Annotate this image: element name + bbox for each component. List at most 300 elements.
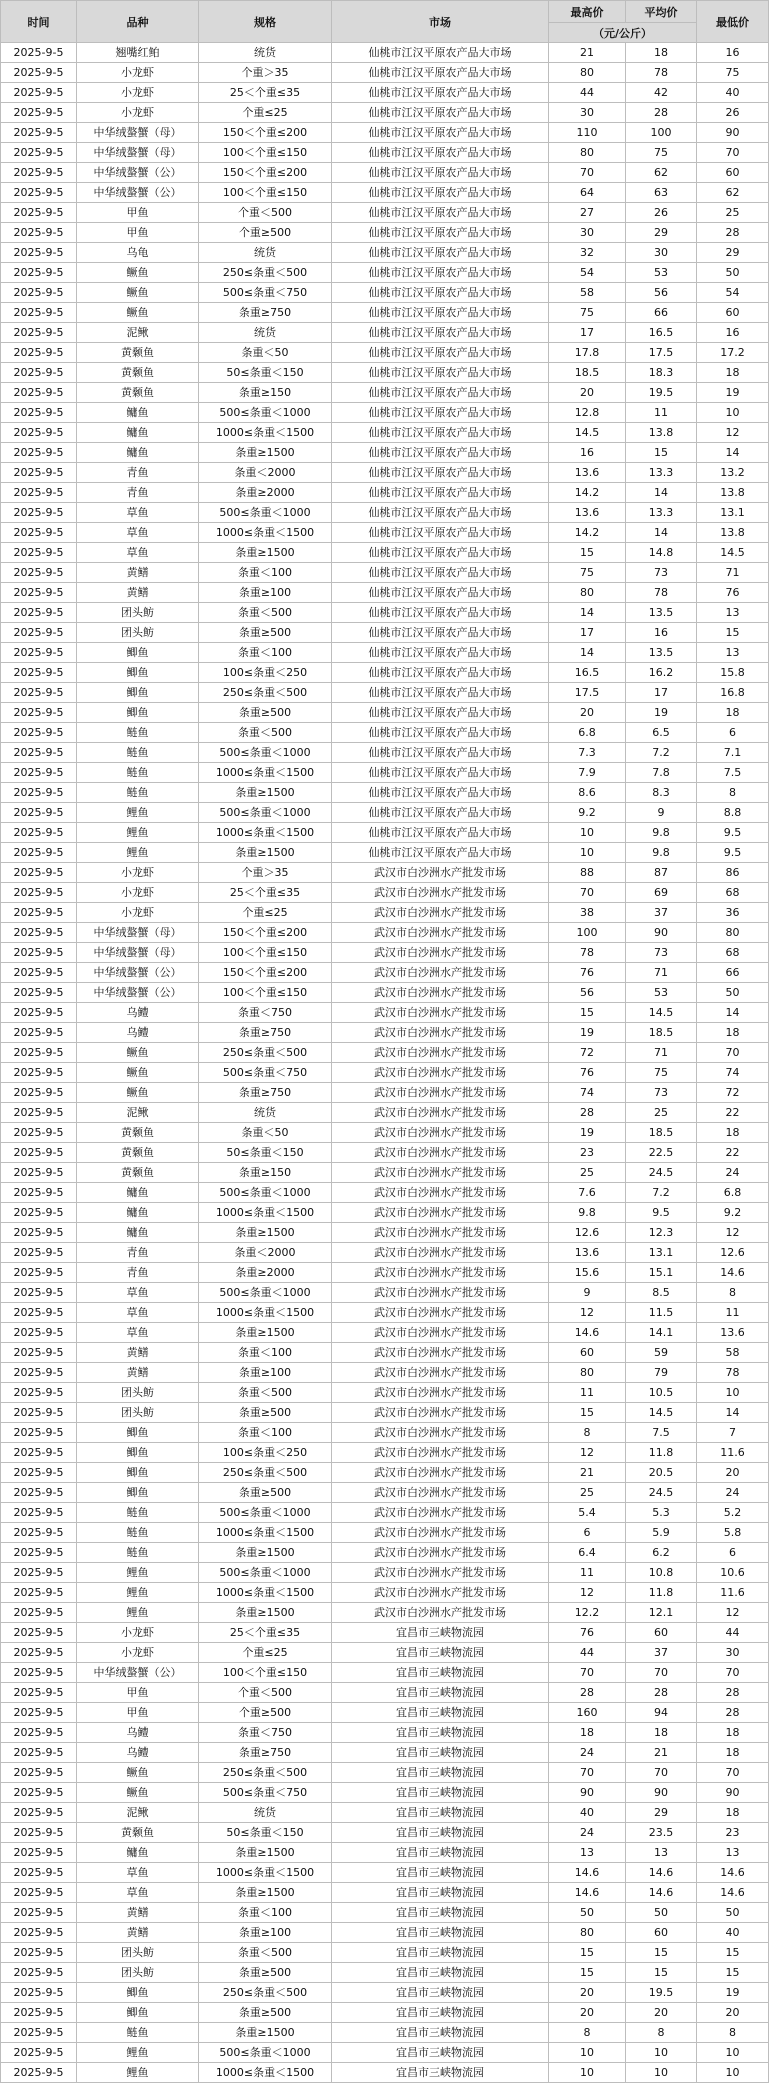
cell-max-price: 14.2 xyxy=(549,483,626,503)
table-row xyxy=(1,2023,769,2043)
cell-avg-price: 8.5 xyxy=(626,1283,697,1303)
cell-min-price: 24 xyxy=(697,1483,769,1503)
cell-max-price: 24 xyxy=(549,1743,626,1763)
cell-min-price: 13 xyxy=(697,643,769,663)
table-row xyxy=(1,1243,769,1263)
table-row xyxy=(1,163,769,183)
cell-min-price: 11 xyxy=(697,1303,769,1323)
cell-avg-price: 9.5 xyxy=(626,1203,697,1223)
cell-time: 2025-9-5 xyxy=(1,1143,77,1163)
cell-variety: 团头鲂 xyxy=(77,1403,199,1423)
table-row xyxy=(1,1903,769,1923)
cell-max-price: 7.9 xyxy=(549,763,626,783)
cell-max-price: 10 xyxy=(549,2043,626,2063)
cell-variety: 鳜鱼 xyxy=(77,1083,199,1103)
cell-variety: 黄颡鱼 xyxy=(77,1823,199,1843)
cell-time: 2025-9-5 xyxy=(1,163,77,183)
cell-spec: 500≤条重＜1000 xyxy=(199,1183,332,1203)
cell-spec: 条重＜100 xyxy=(199,1903,332,1923)
cell-min-price: 5.2 xyxy=(697,1503,769,1523)
cell-time: 2025-9-5 xyxy=(1,763,77,783)
cell-time: 2025-9-5 xyxy=(1,803,77,823)
cell-avg-price: 12.1 xyxy=(626,1603,697,1623)
cell-max-price: 11 xyxy=(549,1383,626,1403)
cell-min-price: 40 xyxy=(697,83,769,103)
cell-market: 武汉市白沙洲水产批发市场 xyxy=(332,1283,549,1303)
cell-avg-price: 13 xyxy=(626,1843,697,1863)
cell-spec: 条重≥1500 xyxy=(199,1223,332,1243)
cell-min-price: 13.2 xyxy=(697,463,769,483)
cell-max-price: 15.6 xyxy=(549,1263,626,1283)
cell-market: 武汉市白沙洲水产批发市场 xyxy=(332,1243,549,1263)
cell-variety: 鲫鱼 xyxy=(77,643,199,663)
cell-avg-price: 59 xyxy=(626,1343,697,1363)
cell-market: 武汉市白沙洲水产批发市场 xyxy=(332,1423,549,1443)
cell-variety: 鲢鱼 xyxy=(77,1503,199,1523)
cell-variety: 黄颡鱼 xyxy=(77,1143,199,1163)
cell-spec: 个重＜500 xyxy=(199,1683,332,1703)
cell-max-price: 80 xyxy=(549,63,626,83)
table-row xyxy=(1,2043,769,2063)
table-row xyxy=(1,1563,769,1583)
cell-spec: 条重≥150 xyxy=(199,1163,332,1183)
cell-market: 宜昌市三峡物流园 xyxy=(332,1843,549,1863)
cell-avg-price: 18 xyxy=(626,43,697,63)
cell-spec: 条重≥1500 xyxy=(199,1843,332,1863)
cell-avg-price: 70 xyxy=(626,1763,697,1783)
cell-time: 2025-9-5 xyxy=(1,1943,77,1963)
cell-avg-price: 70 xyxy=(626,1663,697,1683)
cell-spec: 统货 xyxy=(199,1803,332,1823)
cell-market: 武汉市白沙洲水产批发市场 xyxy=(332,1063,549,1083)
cell-avg-price: 24.5 xyxy=(626,1163,697,1183)
cell-max-price: 15 xyxy=(549,543,626,563)
cell-spec: 条重≥500 xyxy=(199,623,332,643)
cell-max-price: 30 xyxy=(549,103,626,123)
cell-spec: 条重＜100 xyxy=(199,1343,332,1363)
cell-min-price: 13 xyxy=(697,1843,769,1863)
cell-time: 2025-9-5 xyxy=(1,1323,77,1343)
cell-min-price: 18 xyxy=(697,1123,769,1143)
cell-avg-price: 14.6 xyxy=(626,1883,697,1903)
cell-time: 2025-9-5 xyxy=(1,1183,77,1203)
cell-time: 2025-9-5 xyxy=(1,403,77,423)
cell-variety: 中华绒螯蟹（母） xyxy=(77,123,199,143)
cell-max-price: 70 xyxy=(549,1663,626,1683)
table-row xyxy=(1,503,769,523)
cell-time: 2025-9-5 xyxy=(1,423,77,443)
cell-market: 仙桃市江汉平原农产品大市场 xyxy=(332,143,549,163)
table-row xyxy=(1,823,769,843)
cell-avg-price: 9.8 xyxy=(626,823,697,843)
cell-max-price: 20 xyxy=(549,383,626,403)
table-row xyxy=(1,443,769,463)
table-row xyxy=(1,1343,769,1363)
table-row xyxy=(1,783,769,803)
cell-time: 2025-9-5 xyxy=(1,1383,77,1403)
cell-market: 武汉市白沙洲水产批发市场 xyxy=(332,1523,549,1543)
table-row xyxy=(1,343,769,363)
cell-spec: 统货 xyxy=(199,323,332,343)
cell-min-price: 66 xyxy=(697,963,769,983)
cell-market: 仙桃市江汉平原农产品大市场 xyxy=(332,463,549,483)
cell-max-price: 20 xyxy=(549,1983,626,2003)
table-row xyxy=(1,1823,769,1843)
cell-market: 武汉市白沙洲水产批发市场 xyxy=(332,1183,549,1203)
cell-variety: 翘嘴红鲌 xyxy=(77,43,199,63)
cell-market: 武汉市白沙洲水产批发市场 xyxy=(332,1463,549,1483)
cell-avg-price: 56 xyxy=(626,283,697,303)
cell-spec: 500≤条重＜750 xyxy=(199,1783,332,1803)
cell-time: 2025-9-5 xyxy=(1,1123,77,1143)
table-row xyxy=(1,423,769,443)
cell-market: 武汉市白沙洲水产批发市场 xyxy=(332,1303,549,1323)
cell-time: 2025-9-5 xyxy=(1,2063,77,2083)
cell-min-price: 16 xyxy=(697,323,769,343)
cell-time: 2025-9-5 xyxy=(1,1303,77,1323)
cell-spec: 500≤条重＜1000 xyxy=(199,2043,332,2063)
cell-spec: 50≤条重＜150 xyxy=(199,363,332,383)
cell-avg-price: 18.5 xyxy=(626,1123,697,1143)
cell-min-price: 16.8 xyxy=(697,683,769,703)
cell-market: 仙桃市江汉平原农产品大市场 xyxy=(332,683,549,703)
cell-avg-price: 79 xyxy=(626,1363,697,1383)
cell-spec: 条重＜50 xyxy=(199,343,332,363)
table-row xyxy=(1,1803,769,1823)
cell-max-price: 13.6 xyxy=(549,1243,626,1263)
cell-variety: 青鱼 xyxy=(77,1263,199,1283)
table-row xyxy=(1,1763,769,1783)
cell-market: 武汉市白沙洲水产批发市场 xyxy=(332,943,549,963)
cell-variety: 黄颡鱼 xyxy=(77,1123,199,1143)
cell-market: 武汉市白沙洲水产批发市场 xyxy=(332,983,549,1003)
cell-max-price: 76 xyxy=(549,1063,626,1083)
cell-avg-price: 20 xyxy=(626,2003,697,2023)
cell-avg-price: 23.5 xyxy=(626,1823,697,1843)
header-time: 时间 xyxy=(1,1,77,43)
cell-variety: 甲鱼 xyxy=(77,1683,199,1703)
header-min-price: 最低价 xyxy=(697,1,769,43)
cell-variety: 中华绒螯蟹（公） xyxy=(77,963,199,983)
cell-variety: 鲤鱼 xyxy=(77,843,199,863)
cell-min-price: 12.6 xyxy=(697,1243,769,1263)
header-unit: （元/公斤） xyxy=(549,23,697,43)
cell-min-price: 14.6 xyxy=(697,1263,769,1283)
cell-max-price: 14 xyxy=(549,643,626,663)
cell-market: 仙桃市江汉平原农产品大市场 xyxy=(332,203,549,223)
cell-avg-price: 90 xyxy=(626,923,697,943)
cell-min-price: 29 xyxy=(697,243,769,263)
cell-market: 仙桃市江汉平原农产品大市场 xyxy=(332,543,549,563)
cell-variety: 黄颡鱼 xyxy=(77,363,199,383)
cell-max-price: 10 xyxy=(549,843,626,863)
cell-max-price: 13.6 xyxy=(549,463,626,483)
cell-min-price: 15 xyxy=(697,623,769,643)
cell-avg-price: 18 xyxy=(626,1723,697,1743)
cell-max-price: 60 xyxy=(549,1343,626,1363)
table-row xyxy=(1,943,769,963)
cell-min-price: 74 xyxy=(697,1063,769,1083)
cell-avg-price: 94 xyxy=(626,1703,697,1723)
cell-variety: 黄鳝 xyxy=(77,1363,199,1383)
table-row xyxy=(1,1283,769,1303)
cell-avg-price: 10 xyxy=(626,2043,697,2063)
cell-time: 2025-9-5 xyxy=(1,1883,77,1903)
cell-variety: 中华绒螯蟹（母） xyxy=(77,923,199,943)
cell-variety: 团头鲂 xyxy=(77,1943,199,1963)
cell-variety: 草鱼 xyxy=(77,1863,199,1883)
cell-min-price: 9.5 xyxy=(697,823,769,843)
cell-market: 仙桃市江汉平原农产品大市场 xyxy=(332,523,549,543)
cell-spec: 条重≥1500 xyxy=(199,1323,332,1343)
cell-max-price: 70 xyxy=(549,163,626,183)
cell-spec: 条重≥1500 xyxy=(199,1883,332,1903)
cell-market: 宜昌市三峡物流园 xyxy=(332,1763,549,1783)
cell-min-price: 24 xyxy=(697,1163,769,1183)
cell-max-price: 16 xyxy=(549,443,626,463)
cell-time: 2025-9-5 xyxy=(1,183,77,203)
cell-avg-price: 7.5 xyxy=(626,1423,697,1443)
cell-market: 仙桃市江汉平原农产品大市场 xyxy=(332,83,549,103)
cell-max-price: 8 xyxy=(549,2023,626,2043)
table-row xyxy=(1,1003,769,1023)
cell-spec: 500≤条重＜1000 xyxy=(199,1503,332,1523)
cell-spec: 条重＜2000 xyxy=(199,463,332,483)
cell-time: 2025-9-5 xyxy=(1,463,77,483)
cell-max-price: 17 xyxy=(549,323,626,343)
cell-avg-price: 60 xyxy=(626,1923,697,1943)
table-row xyxy=(1,803,769,823)
cell-spec: 500≤条重＜1000 xyxy=(199,403,332,423)
cell-max-price: 15 xyxy=(549,1963,626,1983)
cell-spec: 500≤条重＜1000 xyxy=(199,1283,332,1303)
cell-avg-price: 28 xyxy=(626,1683,697,1703)
cell-spec: 250≤条重＜500 xyxy=(199,1983,332,2003)
cell-spec: 条重≥750 xyxy=(199,1083,332,1103)
cell-spec: 100≤条重＜250 xyxy=(199,1443,332,1463)
cell-avg-price: 28 xyxy=(626,103,697,123)
cell-max-price: 9.2 xyxy=(549,803,626,823)
cell-time: 2025-9-5 xyxy=(1,1583,77,1603)
table-row xyxy=(1,1983,769,2003)
cell-variety: 鲫鱼 xyxy=(77,703,199,723)
cell-market: 武汉市白沙洲水产批发市场 xyxy=(332,923,549,943)
cell-market: 武汉市白沙洲水产批发市场 xyxy=(332,1103,549,1123)
cell-spec: 25＜个重≤35 xyxy=(199,1623,332,1643)
cell-market: 宜昌市三峡物流园 xyxy=(332,1703,549,1723)
table-row xyxy=(1,1843,769,1863)
table-row xyxy=(1,1503,769,1523)
cell-market: 宜昌市三峡物流园 xyxy=(332,1663,549,1683)
table-row xyxy=(1,1183,769,1203)
cell-spec: 条重≥750 xyxy=(199,1023,332,1043)
cell-avg-price: 9.8 xyxy=(626,843,697,863)
cell-max-price: 30 xyxy=(549,223,626,243)
cell-min-price: 25 xyxy=(697,203,769,223)
cell-spec: 250≤条重＜500 xyxy=(199,1763,332,1783)
cell-max-price: 58 xyxy=(549,283,626,303)
cell-market: 仙桃市江汉平原农产品大市场 xyxy=(332,63,549,83)
table-row xyxy=(1,303,769,323)
cell-min-price: 10 xyxy=(697,403,769,423)
cell-min-price: 22 xyxy=(697,1103,769,1123)
cell-spec: 条重＜500 xyxy=(199,1383,332,1403)
cell-max-price: 17.8 xyxy=(549,343,626,363)
cell-max-price: 6.8 xyxy=(549,723,626,743)
cell-max-price: 14.5 xyxy=(549,423,626,443)
cell-market: 仙桃市江汉平原农产品大市场 xyxy=(332,843,549,863)
cell-spec: 100＜个重≤150 xyxy=(199,143,332,163)
cell-avg-price: 11.8 xyxy=(626,1583,697,1603)
cell-time: 2025-9-5 xyxy=(1,1003,77,1023)
cell-variety: 泥鳅 xyxy=(77,323,199,343)
cell-variety: 中华绒螯蟹（母） xyxy=(77,143,199,163)
cell-spec: 条重≥100 xyxy=(199,1363,332,1383)
cell-max-price: 40 xyxy=(549,1803,626,1823)
cell-variety: 鳙鱼 xyxy=(77,1203,199,1223)
cell-market: 宜昌市三峡物流园 xyxy=(332,1683,549,1703)
cell-time: 2025-9-5 xyxy=(1,243,77,263)
cell-variety: 鳙鱼 xyxy=(77,1183,199,1203)
cell-avg-price: 15 xyxy=(626,1943,697,1963)
cell-avg-price: 17.5 xyxy=(626,343,697,363)
table-row xyxy=(1,1403,769,1423)
cell-max-price: 14.6 xyxy=(549,1323,626,1343)
table-row xyxy=(1,623,769,643)
table-row xyxy=(1,1583,769,1603)
cell-variety: 黄颡鱼 xyxy=(77,343,199,363)
cell-spec: 条重≥100 xyxy=(199,1923,332,1943)
table-row xyxy=(1,223,769,243)
cell-market: 武汉市白沙洲水产批发市场 xyxy=(332,1143,549,1163)
cell-avg-price: 15 xyxy=(626,443,697,463)
cell-min-price: 18 xyxy=(697,1803,769,1823)
cell-time: 2025-9-5 xyxy=(1,923,77,943)
cell-avg-price: 26 xyxy=(626,203,697,223)
cell-min-price: 9.2 xyxy=(697,1203,769,1223)
cell-min-price: 60 xyxy=(697,163,769,183)
cell-variety: 鲤鱼 xyxy=(77,1603,199,1623)
table-row xyxy=(1,1043,769,1063)
table-row xyxy=(1,263,769,283)
cell-max-price: 44 xyxy=(549,1643,626,1663)
cell-avg-price: 10.8 xyxy=(626,1563,697,1583)
cell-min-price: 62 xyxy=(697,183,769,203)
cell-time: 2025-9-5 xyxy=(1,1763,77,1783)
cell-market: 宜昌市三峡物流园 xyxy=(332,1723,549,1743)
cell-min-price: 50 xyxy=(697,1903,769,1923)
cell-max-price: 10 xyxy=(549,823,626,843)
cell-variety: 中华绒螯蟹（母） xyxy=(77,943,199,963)
table-row xyxy=(1,1143,769,1163)
cell-max-price: 7.3 xyxy=(549,743,626,763)
cell-max-price: 75 xyxy=(549,303,626,323)
cell-variety: 鳜鱼 xyxy=(77,263,199,283)
cell-variety: 草鱼 xyxy=(77,1323,199,1343)
cell-market: 宜昌市三峡物流园 xyxy=(332,1783,549,1803)
table-row xyxy=(1,1863,769,1883)
cell-market: 仙桃市江汉平原农产品大市场 xyxy=(332,643,549,663)
cell-market: 武汉市白沙洲水产批发市场 xyxy=(332,1603,549,1623)
cell-market: 仙桃市江汉平原农产品大市场 xyxy=(332,423,549,443)
cell-min-price: 40 xyxy=(697,1923,769,1943)
cell-spec: 1000≤条重＜1500 xyxy=(199,423,332,443)
cell-avg-price: 14 xyxy=(626,523,697,543)
cell-time: 2025-9-5 xyxy=(1,683,77,703)
cell-max-price: 76 xyxy=(549,963,626,983)
cell-min-price: 11.6 xyxy=(697,1583,769,1603)
cell-avg-price: 5.3 xyxy=(626,1503,697,1523)
cell-market: 仙桃市江汉平原农产品大市场 xyxy=(332,803,549,823)
cell-time: 2025-9-5 xyxy=(1,743,77,763)
cell-max-price: 50 xyxy=(549,1903,626,1923)
cell-market: 仙桃市江汉平原农产品大市场 xyxy=(332,503,549,523)
cell-max-price: 12 xyxy=(549,1583,626,1603)
cell-max-price: 6.4 xyxy=(549,1543,626,1563)
cell-spec: 150＜个重≤200 xyxy=(199,123,332,143)
cell-spec: 500≤条重＜1000 xyxy=(199,743,332,763)
cell-max-price: 64 xyxy=(549,183,626,203)
cell-variety: 鲢鱼 xyxy=(77,2023,199,2043)
cell-time: 2025-9-5 xyxy=(1,103,77,123)
cell-time: 2025-9-5 xyxy=(1,363,77,383)
cell-time: 2025-9-5 xyxy=(1,43,77,63)
cell-market: 仙桃市江汉平原农产品大市场 xyxy=(332,583,549,603)
cell-time: 2025-9-5 xyxy=(1,1503,77,1523)
table-row xyxy=(1,763,769,783)
cell-spec: 条重＜2000 xyxy=(199,1243,332,1263)
cell-min-price: 90 xyxy=(697,1783,769,1803)
cell-time: 2025-9-5 xyxy=(1,1443,77,1463)
cell-spec: 条重＜100 xyxy=(199,563,332,583)
table-row xyxy=(1,1923,769,1943)
cell-variety: 鳜鱼 xyxy=(77,1763,199,1783)
cell-max-price: 13.6 xyxy=(549,503,626,523)
table-row xyxy=(1,143,769,163)
cell-variety: 草鱼 xyxy=(77,1283,199,1303)
cell-time: 2025-9-5 xyxy=(1,1723,77,1743)
cell-max-price: 16.5 xyxy=(549,663,626,683)
cell-time: 2025-9-5 xyxy=(1,1523,77,1543)
cell-market: 武汉市白沙洲水产批发市场 xyxy=(332,1263,549,1283)
cell-variety: 鳙鱼 xyxy=(77,403,199,423)
cell-spec: 1000≤条重＜1500 xyxy=(199,823,332,843)
cell-time: 2025-9-5 xyxy=(1,1403,77,1423)
table-row xyxy=(1,1163,769,1183)
cell-avg-price: 75 xyxy=(626,1063,697,1083)
cell-max-price: 14.6 xyxy=(549,1863,626,1883)
cell-min-price: 8 xyxy=(697,1283,769,1303)
cell-variety: 青鱼 xyxy=(77,463,199,483)
cell-market: 武汉市白沙洲水产批发市场 xyxy=(332,1023,549,1043)
cell-max-price: 21 xyxy=(549,1463,626,1483)
cell-variety: 中华绒螯蟹（公） xyxy=(77,163,199,183)
cell-variety: 泥鳅 xyxy=(77,1103,199,1123)
cell-variety: 鳙鱼 xyxy=(77,443,199,463)
cell-avg-price: 14.5 xyxy=(626,1003,697,1023)
cell-max-price: 12 xyxy=(549,1303,626,1323)
table-row xyxy=(1,683,769,703)
cell-min-price: 14 xyxy=(697,443,769,463)
table-row xyxy=(1,883,769,903)
cell-avg-price: 15.1 xyxy=(626,1263,697,1283)
cell-max-price: 7.6 xyxy=(549,1183,626,1203)
cell-spec: 条重≥1500 xyxy=(199,2023,332,2043)
table-row xyxy=(1,1443,769,1463)
cell-max-price: 80 xyxy=(549,143,626,163)
cell-market: 武汉市白沙洲水产批发市场 xyxy=(332,1583,549,1603)
cell-spec: 条重≥500 xyxy=(199,1403,332,1423)
